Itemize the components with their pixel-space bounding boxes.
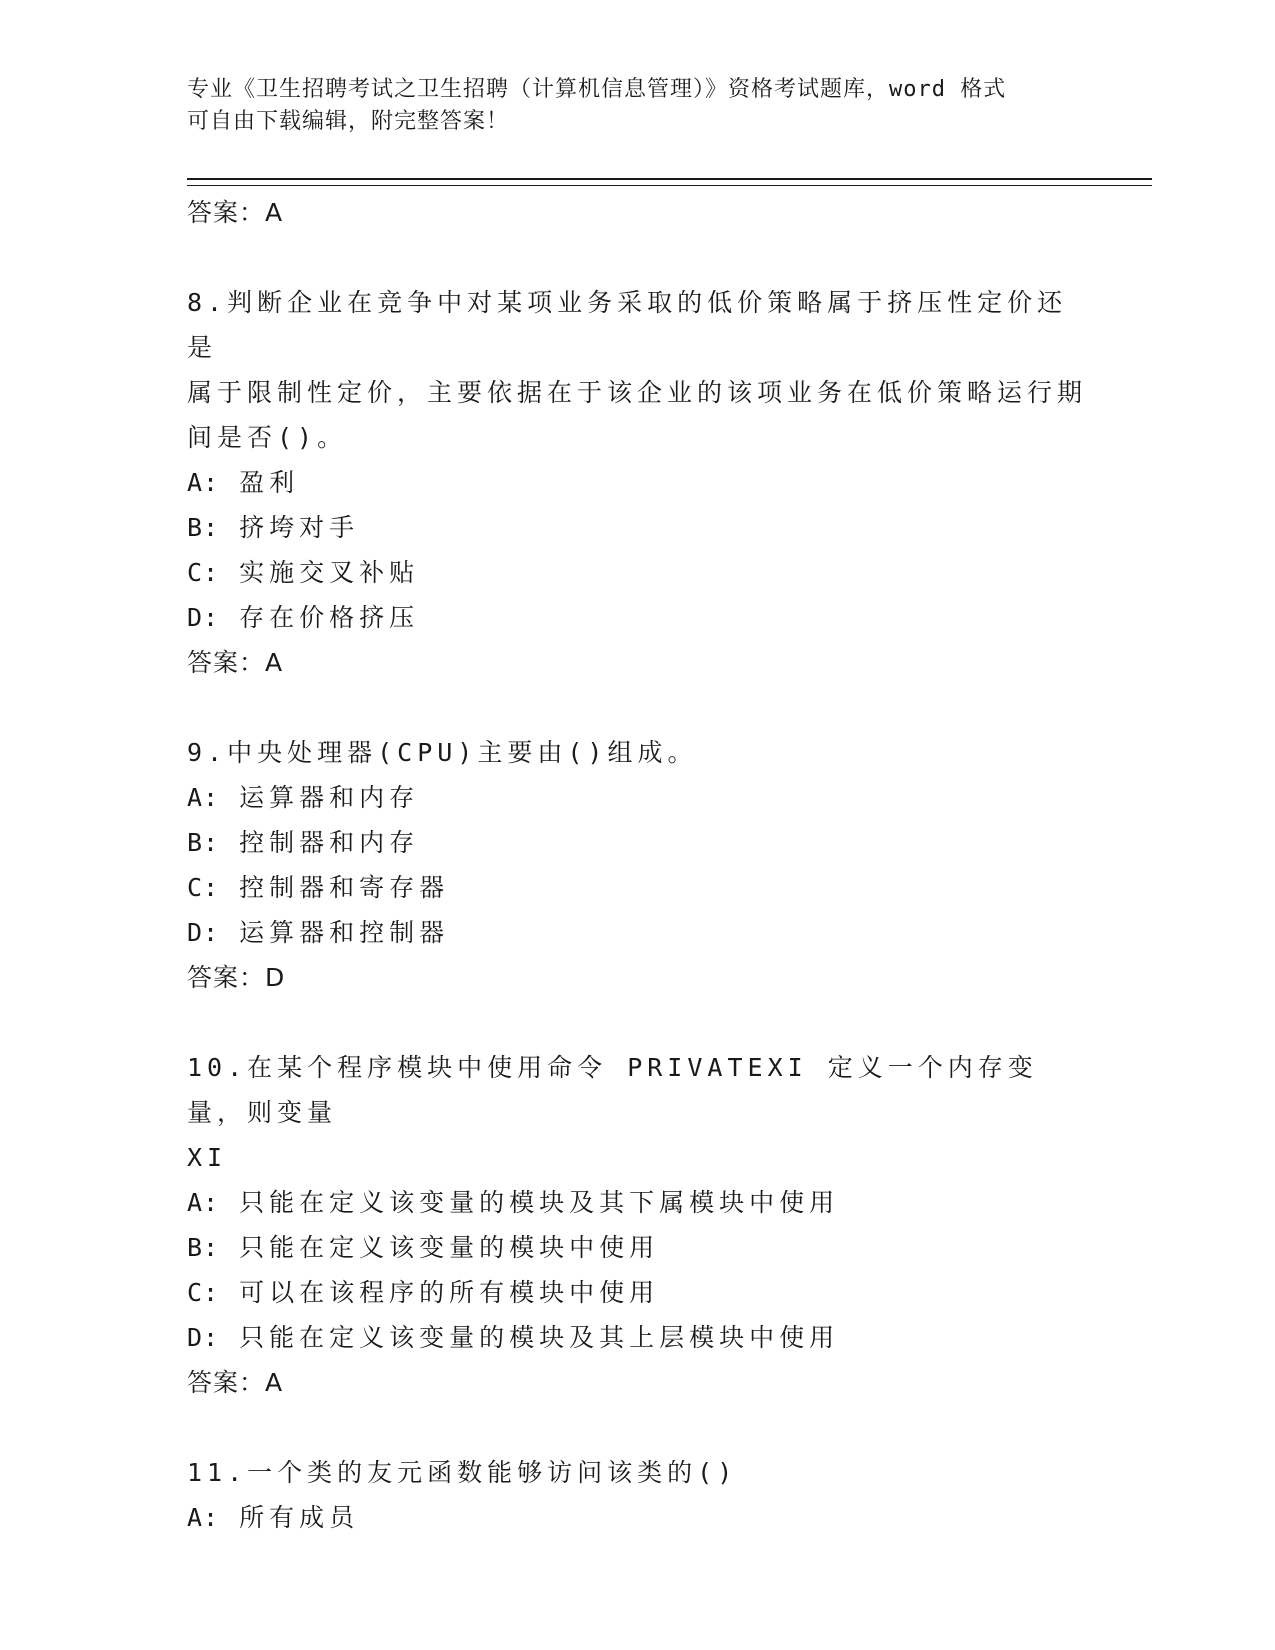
answer-line: 答案：D <box>187 963 286 992</box>
option-text: 控制器和内存 <box>239 828 420 857</box>
question-stem-line: 11.一个类的友元函数能够访问该类的() <box>187 1458 738 1487</box>
question-option <box>187 1180 1087 1225</box>
question-option <box>187 1270 1087 1315</box>
option-spacer <box>219 603 239 632</box>
question-stem-line: 8.判断企业在竞争中对某项业务采取的低价策略属于挤压性定价还是 <box>187 288 1068 362</box>
answer-line: 答案：A <box>187 648 284 677</box>
option-spacer <box>219 1323 239 1352</box>
answer-line: 答案：A <box>187 1368 284 1397</box>
question-block <box>187 280 1087 685</box>
question-stem-line: 10.在某个程序模块中使用命令 PRIVATEXI 定义一个内存变量，则变量 <box>187 1053 1038 1127</box>
option-text: 只能在定义该变量的模块及其上层模块中使用 <box>239 1323 840 1352</box>
question-stem-line: 间是否()。 <box>187 423 348 452</box>
option-text: 只能在定义该变量的模块及其下属模块中使用 <box>239 1188 840 1217</box>
option-text: 运算器和内存 <box>239 783 420 812</box>
header-line-1: 专业《卫生招聘考试之卫生招聘（计算机信息管理）》资格考试题库，word 格式 <box>187 77 1007 102</box>
option-key: D: <box>187 918 220 947</box>
option-key: D: <box>187 1323 220 1352</box>
option-key: A: <box>187 1503 220 1532</box>
questions-container <box>187 280 1087 1540</box>
question-list <box>187 190 1087 1540</box>
option-text: 盈利 <box>239 468 300 497</box>
question-block <box>187 730 1087 1000</box>
question-option <box>187 820 1087 865</box>
question-stem-line: 9.中央处理器(CPU)主要由()组成。 <box>187 738 698 767</box>
option-spacer <box>219 513 239 542</box>
option-text: 控制器和寄存器 <box>239 873 450 902</box>
question-block <box>187 1045 1087 1405</box>
question-option <box>187 1495 1087 1540</box>
option-spacer <box>219 1233 239 1262</box>
option-spacer <box>219 783 239 812</box>
option-spacer <box>219 1278 239 1307</box>
question-option <box>187 505 1087 550</box>
option-text: 挤垮对手 <box>239 513 360 542</box>
answer-line: 答案：A <box>187 198 284 227</box>
question-stem-line: XI <box>187 1143 228 1172</box>
option-text: 运算器和控制器 <box>239 918 450 947</box>
option-text: 所有成员 <box>239 1503 360 1532</box>
option-key: C: <box>187 1278 220 1307</box>
option-key: A: <box>187 468 220 497</box>
option-text: 存在价格挤压 <box>239 603 420 632</box>
option-text: 实施交叉补贴 <box>239 558 420 587</box>
question-option <box>187 1225 1087 1270</box>
option-key: A: <box>187 783 220 812</box>
question-option <box>187 910 1087 955</box>
option-text: 只能在定义该变量的模块中使用 <box>239 1233 660 1262</box>
question-option <box>187 460 1087 505</box>
question-block <box>187 1450 1087 1540</box>
option-spacer <box>219 558 239 587</box>
option-key: B: <box>187 1233 220 1262</box>
question-option <box>187 550 1087 595</box>
question-option <box>187 865 1087 910</box>
option-spacer <box>219 873 239 902</box>
header-divider <box>187 178 1152 186</box>
question-stem-line: 属于限制性定价，主要依据在于该企业的该项业务在低价策略运行期 <box>187 378 1088 407</box>
option-spacer <box>219 1503 239 1532</box>
question-option <box>187 1315 1087 1360</box>
option-spacer <box>219 1188 239 1217</box>
page-header <box>187 74 1067 138</box>
option-spacer <box>219 918 239 947</box>
option-key: B: <box>187 828 220 857</box>
option-key: B: <box>187 513 220 542</box>
option-key: C: <box>187 873 220 902</box>
header-line-2: 可自由下载编辑，附完整答案！ <box>187 109 510 134</box>
option-text: 可以在该程序的所有模块中使用 <box>239 1278 660 1307</box>
option-key: D: <box>187 603 220 632</box>
option-key: C: <box>187 558 220 587</box>
option-key: A: <box>187 1188 220 1217</box>
question-option <box>187 775 1087 820</box>
option-spacer <box>219 468 239 497</box>
option-spacer <box>219 828 239 857</box>
question-option <box>187 595 1087 640</box>
